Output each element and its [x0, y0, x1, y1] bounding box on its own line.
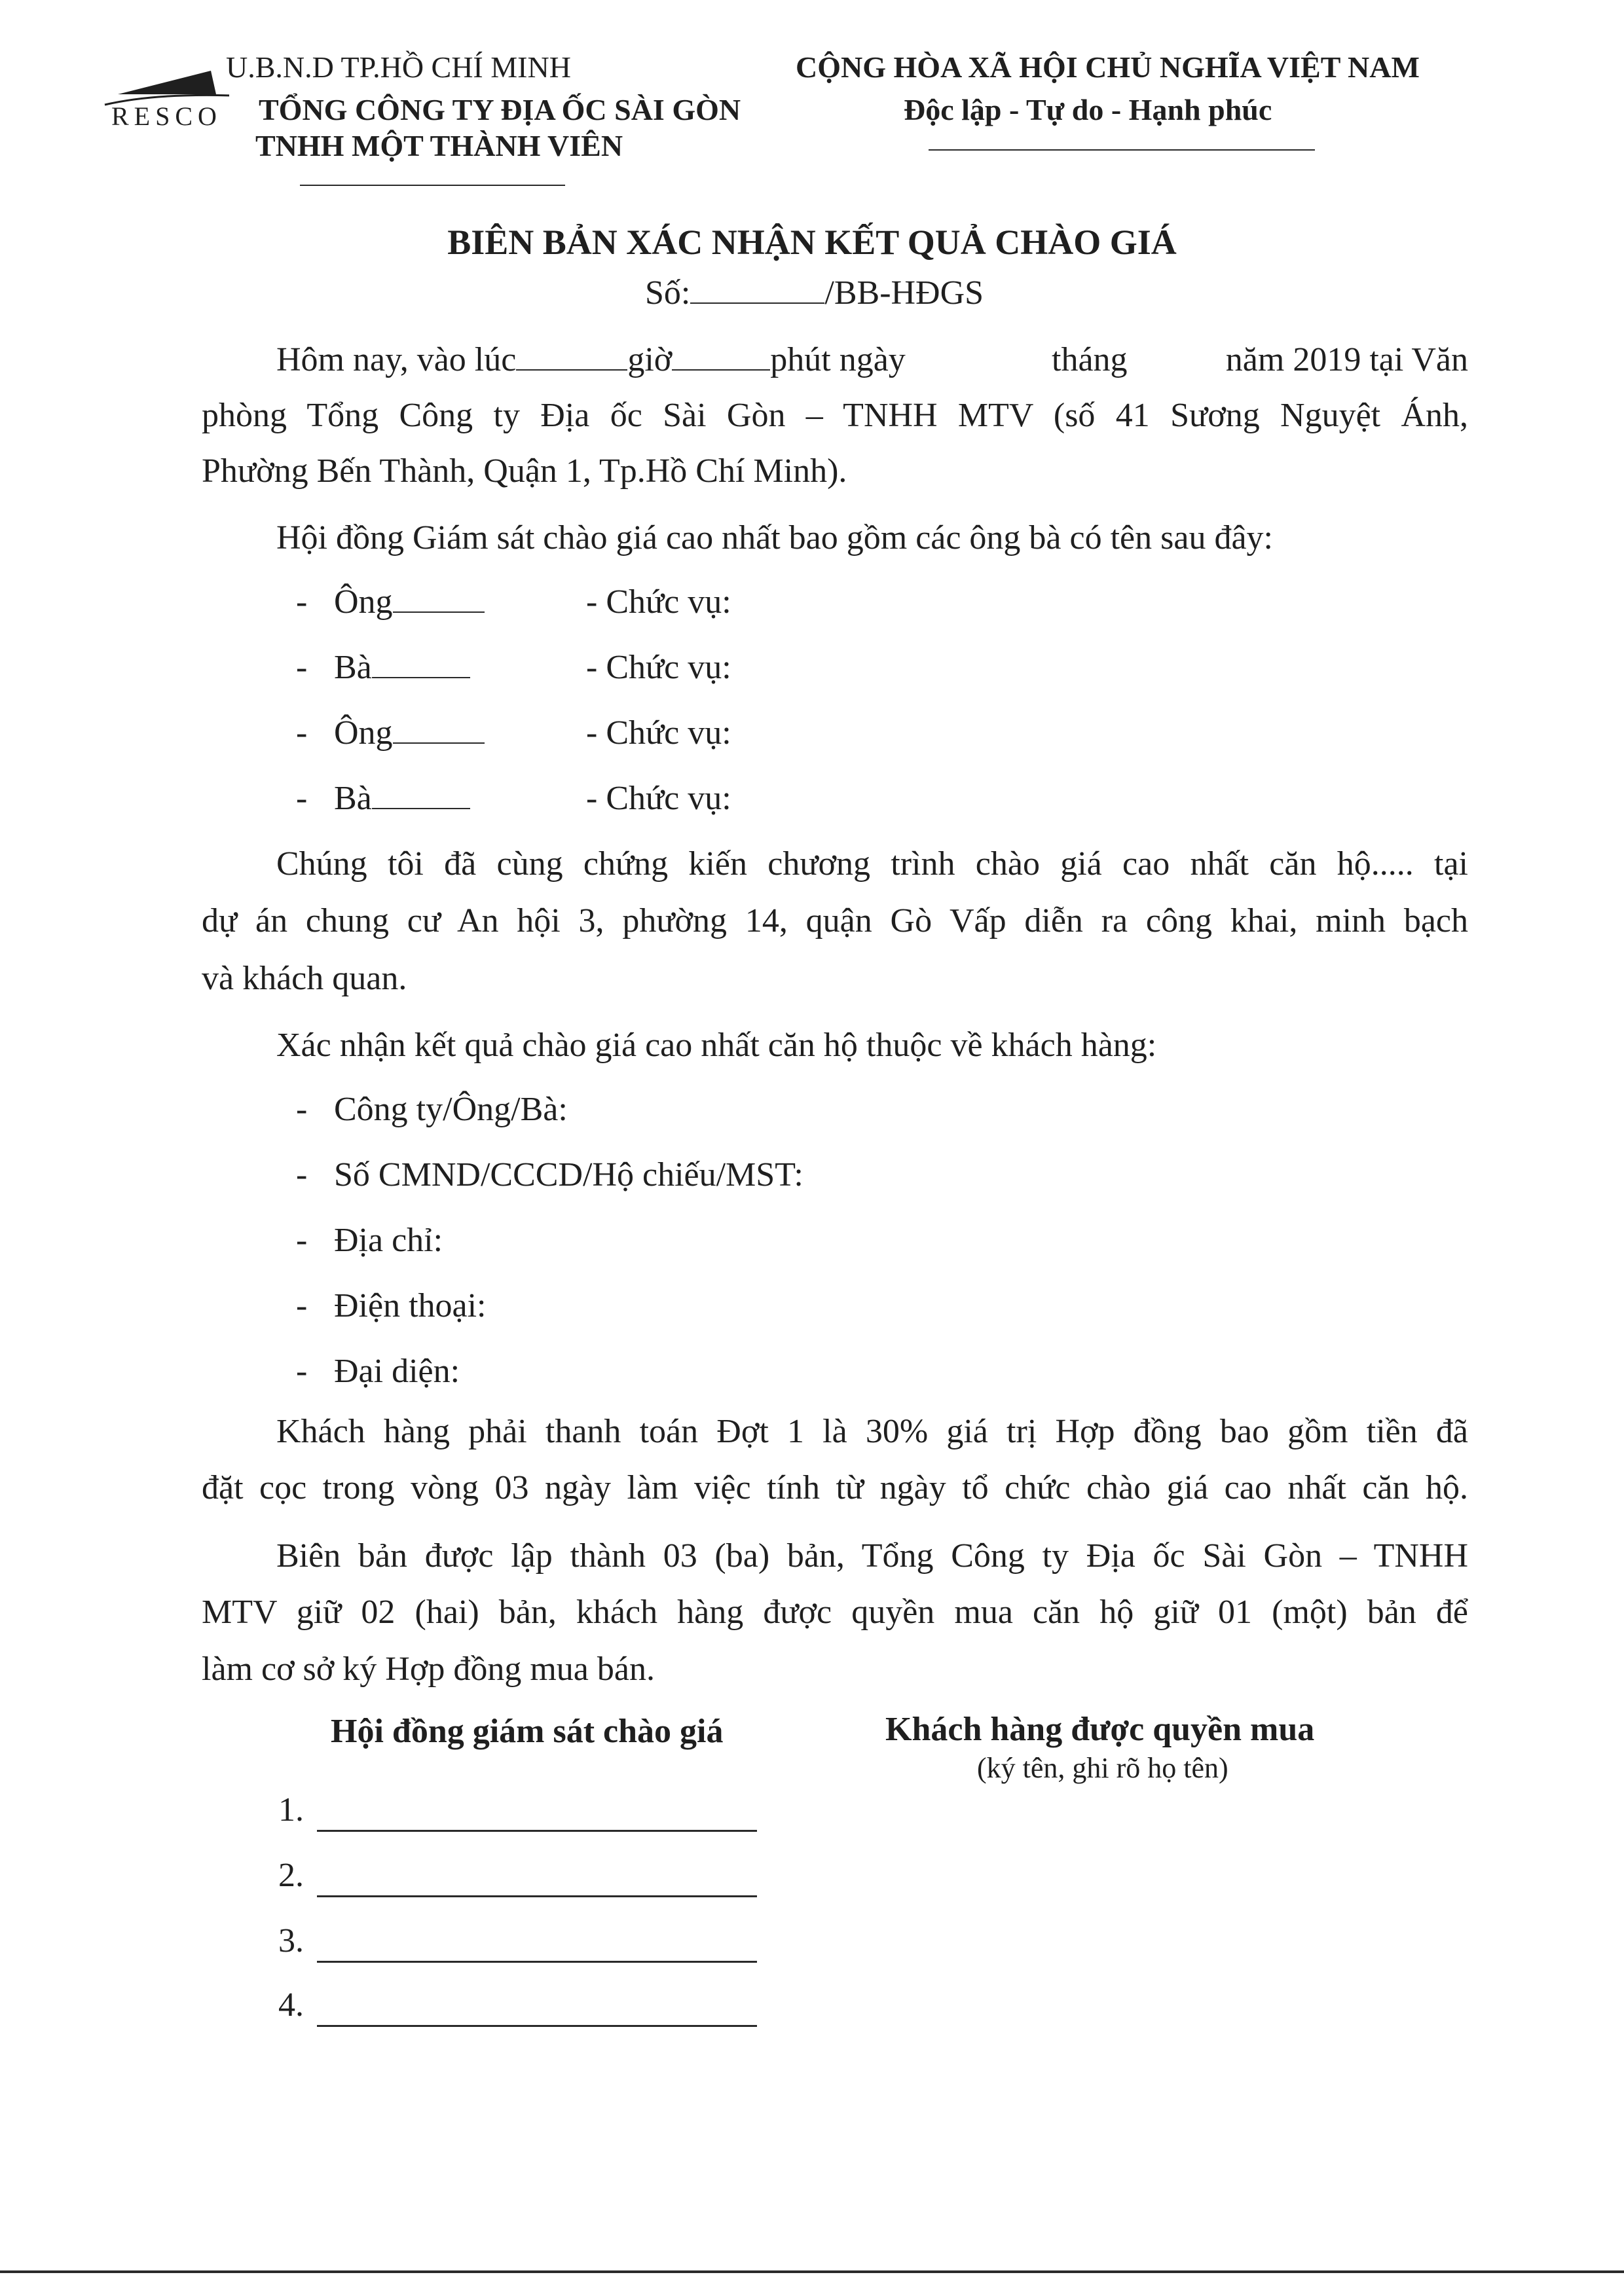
bullet-dash: - [296, 1156, 308, 1194]
header-left-rule [300, 185, 565, 186]
number-blank [690, 274, 824, 304]
bullet-dash: - [296, 780, 308, 817]
customer-field [0, 1156, 1624, 1195]
member-title: Ông [334, 583, 393, 621]
customer-signature-note: (ký tên, ghi rõ họ tên) [977, 1752, 1228, 1784]
confirm-intro: Xác nhận kết quả chào giá cao nhất căn hộ thuộc về khách hàng: [276, 1027, 1157, 1064]
signature-line [317, 1961, 757, 1963]
member-name-blank [393, 583, 485, 613]
document-number [645, 274, 984, 313]
intro-text-d: tháng [1052, 341, 1128, 378]
customer-field [0, 1286, 1624, 1326]
signature-number: 4. [278, 1986, 304, 2024]
signature-line [317, 2025, 757, 2027]
intro-text-e: năm 2019 tại Văn [1225, 341, 1468, 378]
customer-field [0, 1352, 1624, 1391]
member-row [0, 779, 1624, 818]
header-right-rule [929, 149, 1315, 151]
bullet-dash: - [296, 1353, 308, 1390]
customer-field-label: Điện thoại: [334, 1287, 487, 1324]
customer-field [0, 1221, 1624, 1260]
bullet-dash: - [296, 714, 308, 752]
bullet-dash: - [296, 1222, 308, 1259]
member-name-blank [372, 648, 470, 678]
member-title: Bà [334, 780, 372, 817]
member-role: - Chức vụ: [586, 780, 731, 817]
number-suffix: /BB-HĐGS [824, 274, 984, 312]
payment-line2: đặt cọc trong vòng 03 ngày làm việc tính từ ngày tổ chức chào giá cao nhất căn hộ. [202, 1469, 1468, 1506]
resco-logo [98, 54, 229, 131]
witness-line1: Chúng tôi đã cùng chứng kiến chương trình chào giá cao nhất căn hộ..... tại [276, 845, 1468, 883]
copies-line1: Biên bản được lập thành 03 (ba) bản, Tổng Công ty Địa ốc Sài Gòn – TNHH [276, 1537, 1468, 1575]
member-name-blank [372, 779, 470, 809]
payment-line1: Khách hàng phải thanh toán Đợt 1 là 30% giá trị Hợp đồng bao gồm tiền đã [276, 1413, 1468, 1450]
signature-line [317, 1830, 757, 1832]
customer-field-label: Công ty/Ông/Bà: [334, 1091, 568, 1128]
council-intro: Hội đồng Giám sát chào giá cao nhất bao gồm các ông bà có tên sau đây: [276, 519, 1273, 556]
authority-name: U.B.N.D TP.HỒ CHÍ MINH [226, 50, 571, 84]
document-title: BIÊN BẢN XÁC NHẬN KẾT QUẢ CHÀO GIÁ [447, 223, 1177, 262]
intro-line3: Phường Bến Thành, Quận 1, Tp.Hồ Chí Minh). [202, 452, 847, 490]
number-prefix: Số: [645, 274, 691, 312]
signature-number: 2. [278, 1857, 304, 1894]
member-row [0, 583, 1624, 622]
signature-number: 1. [278, 1791, 304, 1829]
customer-field [0, 1090, 1624, 1129]
member-row [0, 714, 1624, 753]
hour-blank [516, 340, 627, 371]
copies-line2: MTV giữ 02 (hai) bản, khách hàng được quyền mua căn hộ giữ 01 (một) bản để [202, 1594, 1468, 1631]
signature-line [317, 1895, 757, 1897]
customer-field-label: Địa chỉ: [334, 1222, 443, 1259]
member-row [0, 648, 1624, 687]
member-role: - Chức vụ: [586, 714, 731, 752]
country-name: CỘNG HÒA XÃ HỘI CHỦ NGHĨA VIỆT NAM [796, 50, 1420, 84]
copies-line3: làm cơ sở ký Hợp đồng mua bán. [202, 1650, 655, 1688]
intro-line1 [276, 340, 1468, 380]
national-motto: Độc lập - Tự do - Hạnh phúc [904, 93, 1272, 126]
bullet-dash: - [296, 1287, 308, 1324]
minute-blank [672, 340, 770, 371]
bullet-dash: - [296, 583, 308, 621]
witness-line3: và khách quan. [202, 960, 407, 997]
intro-line2: phòng Tổng Công ty Địa ốc Sài Gòn – TNHH MTV (số 41 Sương Nguyệt Ánh, [202, 397, 1468, 434]
bullet-dash: - [296, 1091, 308, 1128]
witness-line2: dự án chung cư An hội 3, phường 14, quận Gò Vấp diễn ra công khai, minh bạch [202, 902, 1468, 939]
customer-field-label: Đại diện: [334, 1353, 460, 1390]
customer-signature-heading: Khách hàng được quyền mua [885, 1711, 1315, 1748]
member-role: - Chức vụ: [586, 649, 731, 686]
company-name-line1: TỔNG CÔNG TY ĐỊA ỐC SÀI GÒN [259, 93, 741, 126]
intro-text-a: Hôm nay, vào lúc [276, 341, 517, 378]
bullet-dash: - [296, 649, 308, 686]
signature-number: 3. [278, 1922, 304, 1959]
member-title: Bà [334, 649, 372, 686]
member-role: - Chức vụ: [586, 583, 731, 621]
customer-field-label: Số CMND/CCCD/Hộ chiếu/MST: [334, 1156, 803, 1194]
intro-text-b: giờ [627, 341, 673, 378]
logo-text: RESCO [111, 101, 222, 131]
council-signature-heading: Hội đồng giám sát chào giá [331, 1713, 724, 1750]
company-name-line2: TNHH MỘT THÀNH VIÊN [255, 129, 623, 162]
page-bottom-edge [0, 2270, 1624, 2273]
member-title: Ông [334, 714, 393, 752]
intro-text-c: phút ngày [770, 341, 906, 378]
member-name-blank [393, 714, 485, 744]
